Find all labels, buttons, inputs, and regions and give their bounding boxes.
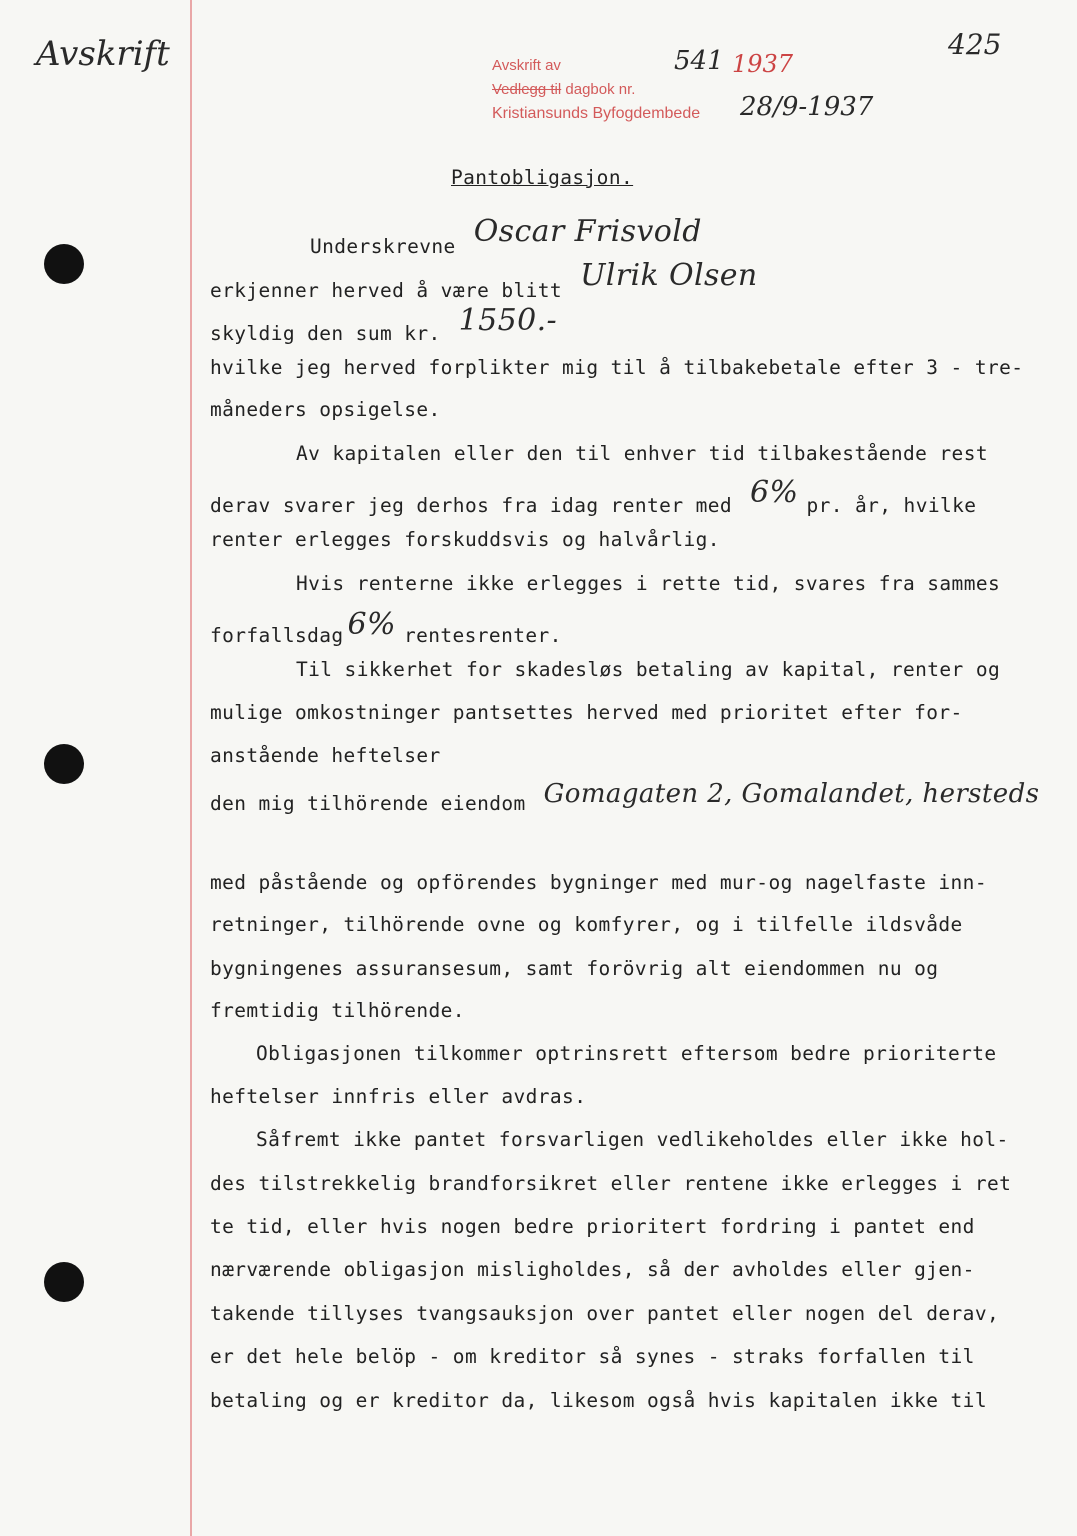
body-line-text: nærværende obligasjon misligholdes, så der avholdes eller gjen- (210, 1258, 975, 1281)
stamp-line1b: Vedlegg til (492, 81, 562, 98)
body-line-text: måneders opsigelse. (210, 398, 441, 421)
body-line (210, 475, 977, 520)
punch-hole (44, 744, 84, 784)
body-line (210, 779, 1040, 817)
body-line (210, 303, 558, 348)
body-line (296, 658, 1000, 681)
body-line (210, 701, 963, 724)
handwritten-entry: 1550.- (458, 303, 558, 338)
body-line (210, 1085, 586, 1108)
body-line (210, 356, 1023, 379)
body-line (210, 744, 441, 767)
body-line-text: Underskrevne (310, 235, 456, 258)
stamp-year: 1937 (732, 50, 794, 78)
body-line-text: retninger, tilhörende ovne og komfyrer, og i tilfelle ildsvåde (210, 913, 963, 936)
body-line (210, 1172, 1011, 1195)
handwritten-entry: 6% (750, 475, 799, 510)
body-line-text: bygningenes assuransesum, samt forövrig alt eiendommen nu og (210, 957, 939, 980)
body-line (296, 442, 988, 465)
body-line (210, 913, 963, 936)
stamp-line2: Kristiansunds Byfogdembede (492, 105, 701, 122)
body-line-text: er det hele belöp - om kreditor så synes - straks forfallen til (210, 1345, 975, 1368)
margin-note: Avskrift (36, 34, 170, 74)
body-line (256, 1128, 1009, 1151)
body-line-text: te tid, eller hvis nogen bedre prioritert fordring i pantet end (210, 1215, 975, 1238)
body-line (296, 572, 1000, 595)
body-line-text: Av kapitalen eller den til enhver tid tilbakestående rest (296, 442, 988, 465)
punch-hole (44, 244, 84, 284)
body-line (210, 258, 758, 305)
body-line-text: derav svarer jeg derhos fra idag renter med (210, 494, 733, 517)
body-line-text: betaling og er kreditor da, likesom også hvis kapitalen ikke til (210, 1389, 987, 1412)
body-line (210, 1302, 999, 1325)
body-line (210, 607, 562, 650)
body-line-text: hvilke jeg herved forplikter mig til å tilbakebetale efter 3 - tre- (210, 356, 1024, 379)
stamp-dagbok-no: 541 (674, 46, 724, 76)
body-line-text: den mig tilhörende eiendom (210, 792, 526, 815)
body-line-text: fremtidig tilhörende. (210, 999, 465, 1022)
body-line (210, 398, 441, 421)
body-line-text: takende tillyses tvangsauksjon over pantet eller nogen del derav, (210, 1302, 1000, 1325)
handwritten-entry: Gomagaten 2, Gomalandet, hersteds (543, 779, 1040, 809)
body-line (210, 1258, 975, 1281)
stamp-date: 28/9-1937 (740, 92, 874, 122)
body-line-text: anstående heftelser (210, 744, 441, 767)
body-line (210, 957, 938, 980)
body-line-rest: pr. år, hvilke (806, 494, 977, 517)
body-line-text: Hvis renterne ikke erlegges i rette tid, svares fra sammes (296, 572, 1001, 595)
body-line-text: erkjenner herved å være blitt (210, 279, 563, 302)
body-line-text: Til sikkerhet for skadesløs betaling av kapital, renter og (296, 658, 1001, 681)
body-line (210, 1215, 975, 1238)
stamp-line1a: Avskrift av (492, 57, 561, 74)
page-number: 425 (948, 28, 1002, 61)
body-line-text: heftelser innfris eller avdras. (210, 1085, 587, 1108)
stamp (492, 54, 700, 126)
stamp-line1c: dagbok nr. (565, 81, 636, 98)
punch-hole (44, 1262, 84, 1302)
margin-line (190, 0, 192, 1536)
body-line-text: Såfremt ikke pantet forsvarligen vedlikeholdes eller ikke hol- (256, 1128, 1009, 1151)
handwritten-entry: 6% (347, 607, 396, 642)
body-line-text: med påstående og opförendes bygninger med mur-og nagelfaste inn- (210, 871, 987, 894)
handwritten-entry: Oscar Frisvold (473, 214, 702, 249)
body-line-text: skyldig den sum kr. (210, 322, 441, 345)
body-line-text: Obligasjonen tilkommer optrinsrett eftersom bedre prioriterte (256, 1042, 997, 1065)
body-line (256, 1042, 997, 1065)
body-line (310, 214, 702, 261)
body-line (210, 871, 987, 894)
body-line-text: forfallsdag (210, 624, 344, 647)
body-line (210, 999, 465, 1022)
body-line (210, 528, 720, 551)
body-line-rest: rentesrenter. (403, 624, 562, 647)
handwritten-entry: Ulrik Olsen (580, 258, 758, 293)
body-line-text: renter erlegges forskuddsvis og halvårlig. (210, 528, 720, 551)
body-line (210, 1345, 975, 1368)
document-title: Pantobligasjon. (451, 166, 634, 189)
body-line-text: des tilstrekkelig brandforsikret eller rentene ikke erlegges i ret (210, 1172, 1012, 1195)
body-line-text: mulige omkostninger pantsettes herved med prioritet efter for- (210, 701, 963, 724)
body-line (210, 1389, 987, 1412)
